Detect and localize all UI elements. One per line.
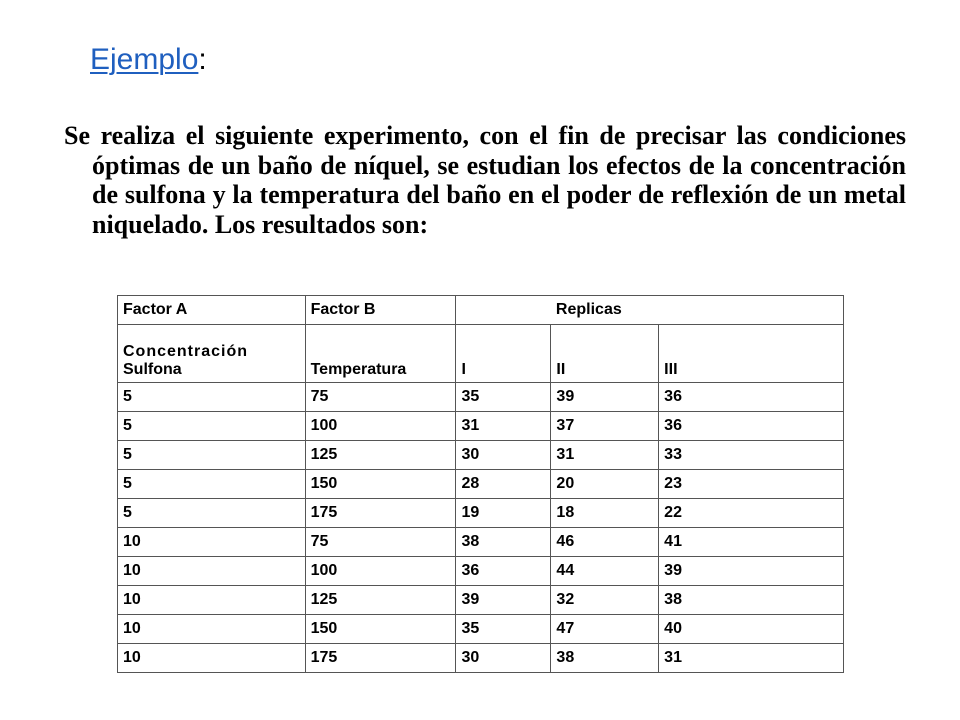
subheader-sulfona: Sulfona [123, 361, 182, 378]
cell-temperatura: 175 [305, 499, 456, 528]
cell-replica-1: 28 [456, 470, 551, 499]
cell-concentracion: 5 [118, 412, 306, 441]
cell-concentracion: 5 [118, 499, 306, 528]
subheader-concentracion: Concentración [123, 343, 249, 360]
table-row [118, 441, 844, 470]
cell-replica-1: 31 [456, 412, 551, 441]
page-title [90, 40, 207, 80]
table-row [118, 470, 844, 499]
ejemplo-link[interactable]: Ejemplo [90, 43, 199, 76]
cell-concentracion: 5 [118, 383, 306, 412]
intro-paragraph: Se realiza el siguiente experimento, con el fin de precisar las condiciones óptimas de un baño de níquel, se estudian los efectos de la concentración de sulfona y la temperatura del baño en el poder de reflexión de un metal niquelado. Los resultados son: [64, 121, 906, 239]
cell-replica-3: 38 [659, 586, 844, 615]
table-row [118, 615, 844, 644]
subheader-replica-2: II [551, 325, 659, 383]
table-subheader-row [118, 325, 844, 383]
cell-replica-1: 38 [456, 528, 551, 557]
cell-replica-2: 39 [551, 383, 659, 412]
table-header-row [118, 296, 844, 325]
table-row [118, 499, 844, 528]
cell-temperatura: 75 [305, 383, 456, 412]
cell-replica-1: 35 [456, 615, 551, 644]
cell-replica-3: 31 [659, 644, 844, 673]
cell-replica-3: 36 [659, 412, 844, 441]
cell-replica-2: 32 [551, 586, 659, 615]
cell-concentracion: 10 [118, 528, 306, 557]
header-replicas-spacer [456, 296, 551, 325]
cell-temperatura: 175 [305, 644, 456, 673]
header-factor-b: Factor B [305, 296, 456, 325]
table-row [118, 528, 844, 557]
cell-replica-3: 23 [659, 470, 844, 499]
subheader-replica-1: I [456, 325, 551, 383]
cell-temperatura: 125 [305, 586, 456, 615]
table-row [118, 412, 844, 441]
header-factor-a: Factor A [118, 296, 306, 325]
header-replicas [551, 296, 844, 325]
cell-temperatura: 150 [305, 470, 456, 499]
cell-temperatura: 100 [305, 412, 456, 441]
cell-replica-1: 30 [456, 441, 551, 470]
cell-replica-2: 46 [551, 528, 659, 557]
table-row [118, 383, 844, 412]
cell-replica-3: 41 [659, 528, 844, 557]
results-table [117, 295, 844, 673]
cell-replica-3: 40 [659, 615, 844, 644]
cell-concentracion: 5 [118, 441, 306, 470]
cell-replica-3: 33 [659, 441, 844, 470]
results-table-body [118, 296, 844, 673]
cell-replica-2: 31 [551, 441, 659, 470]
table-row [118, 586, 844, 615]
cell-temperatura: 75 [305, 528, 456, 557]
cell-replica-1: 30 [456, 644, 551, 673]
cell-replica-2: 18 [551, 499, 659, 528]
cell-replica-1: 19 [456, 499, 551, 528]
subheader-concentracion-sulfona [118, 325, 306, 383]
cell-replica-2: 37 [551, 412, 659, 441]
cell-concentracion: 5 [118, 470, 306, 499]
cell-temperatura: 100 [305, 557, 456, 586]
cell-replica-3: 22 [659, 499, 844, 528]
cell-concentracion: 10 [118, 557, 306, 586]
subheader-temperatura: Temperatura [305, 325, 456, 383]
cell-replica-3: 36 [659, 383, 844, 412]
cell-replica-2: 44 [551, 557, 659, 586]
cell-replica-2: 20 [551, 470, 659, 499]
table-row [118, 557, 844, 586]
cell-concentracion: 10 [118, 615, 306, 644]
cell-temperatura: 150 [305, 615, 456, 644]
cell-replica-2: 47 [551, 615, 659, 644]
table-row [118, 644, 844, 673]
cell-replica-2: 38 [551, 644, 659, 673]
subheader-replica-3: III [659, 325, 844, 383]
cell-replica-1: 35 [456, 383, 551, 412]
cell-replica-1: 39 [456, 586, 551, 615]
cell-replica-1: 36 [456, 557, 551, 586]
title-colon: : [198, 43, 207, 76]
cell-replica-3: 39 [659, 557, 844, 586]
cell-temperatura: 125 [305, 441, 456, 470]
header-replicas-label: Replicas [555, 301, 622, 318]
cell-concentracion: 10 [118, 644, 306, 673]
cell-concentracion: 10 [118, 586, 306, 615]
